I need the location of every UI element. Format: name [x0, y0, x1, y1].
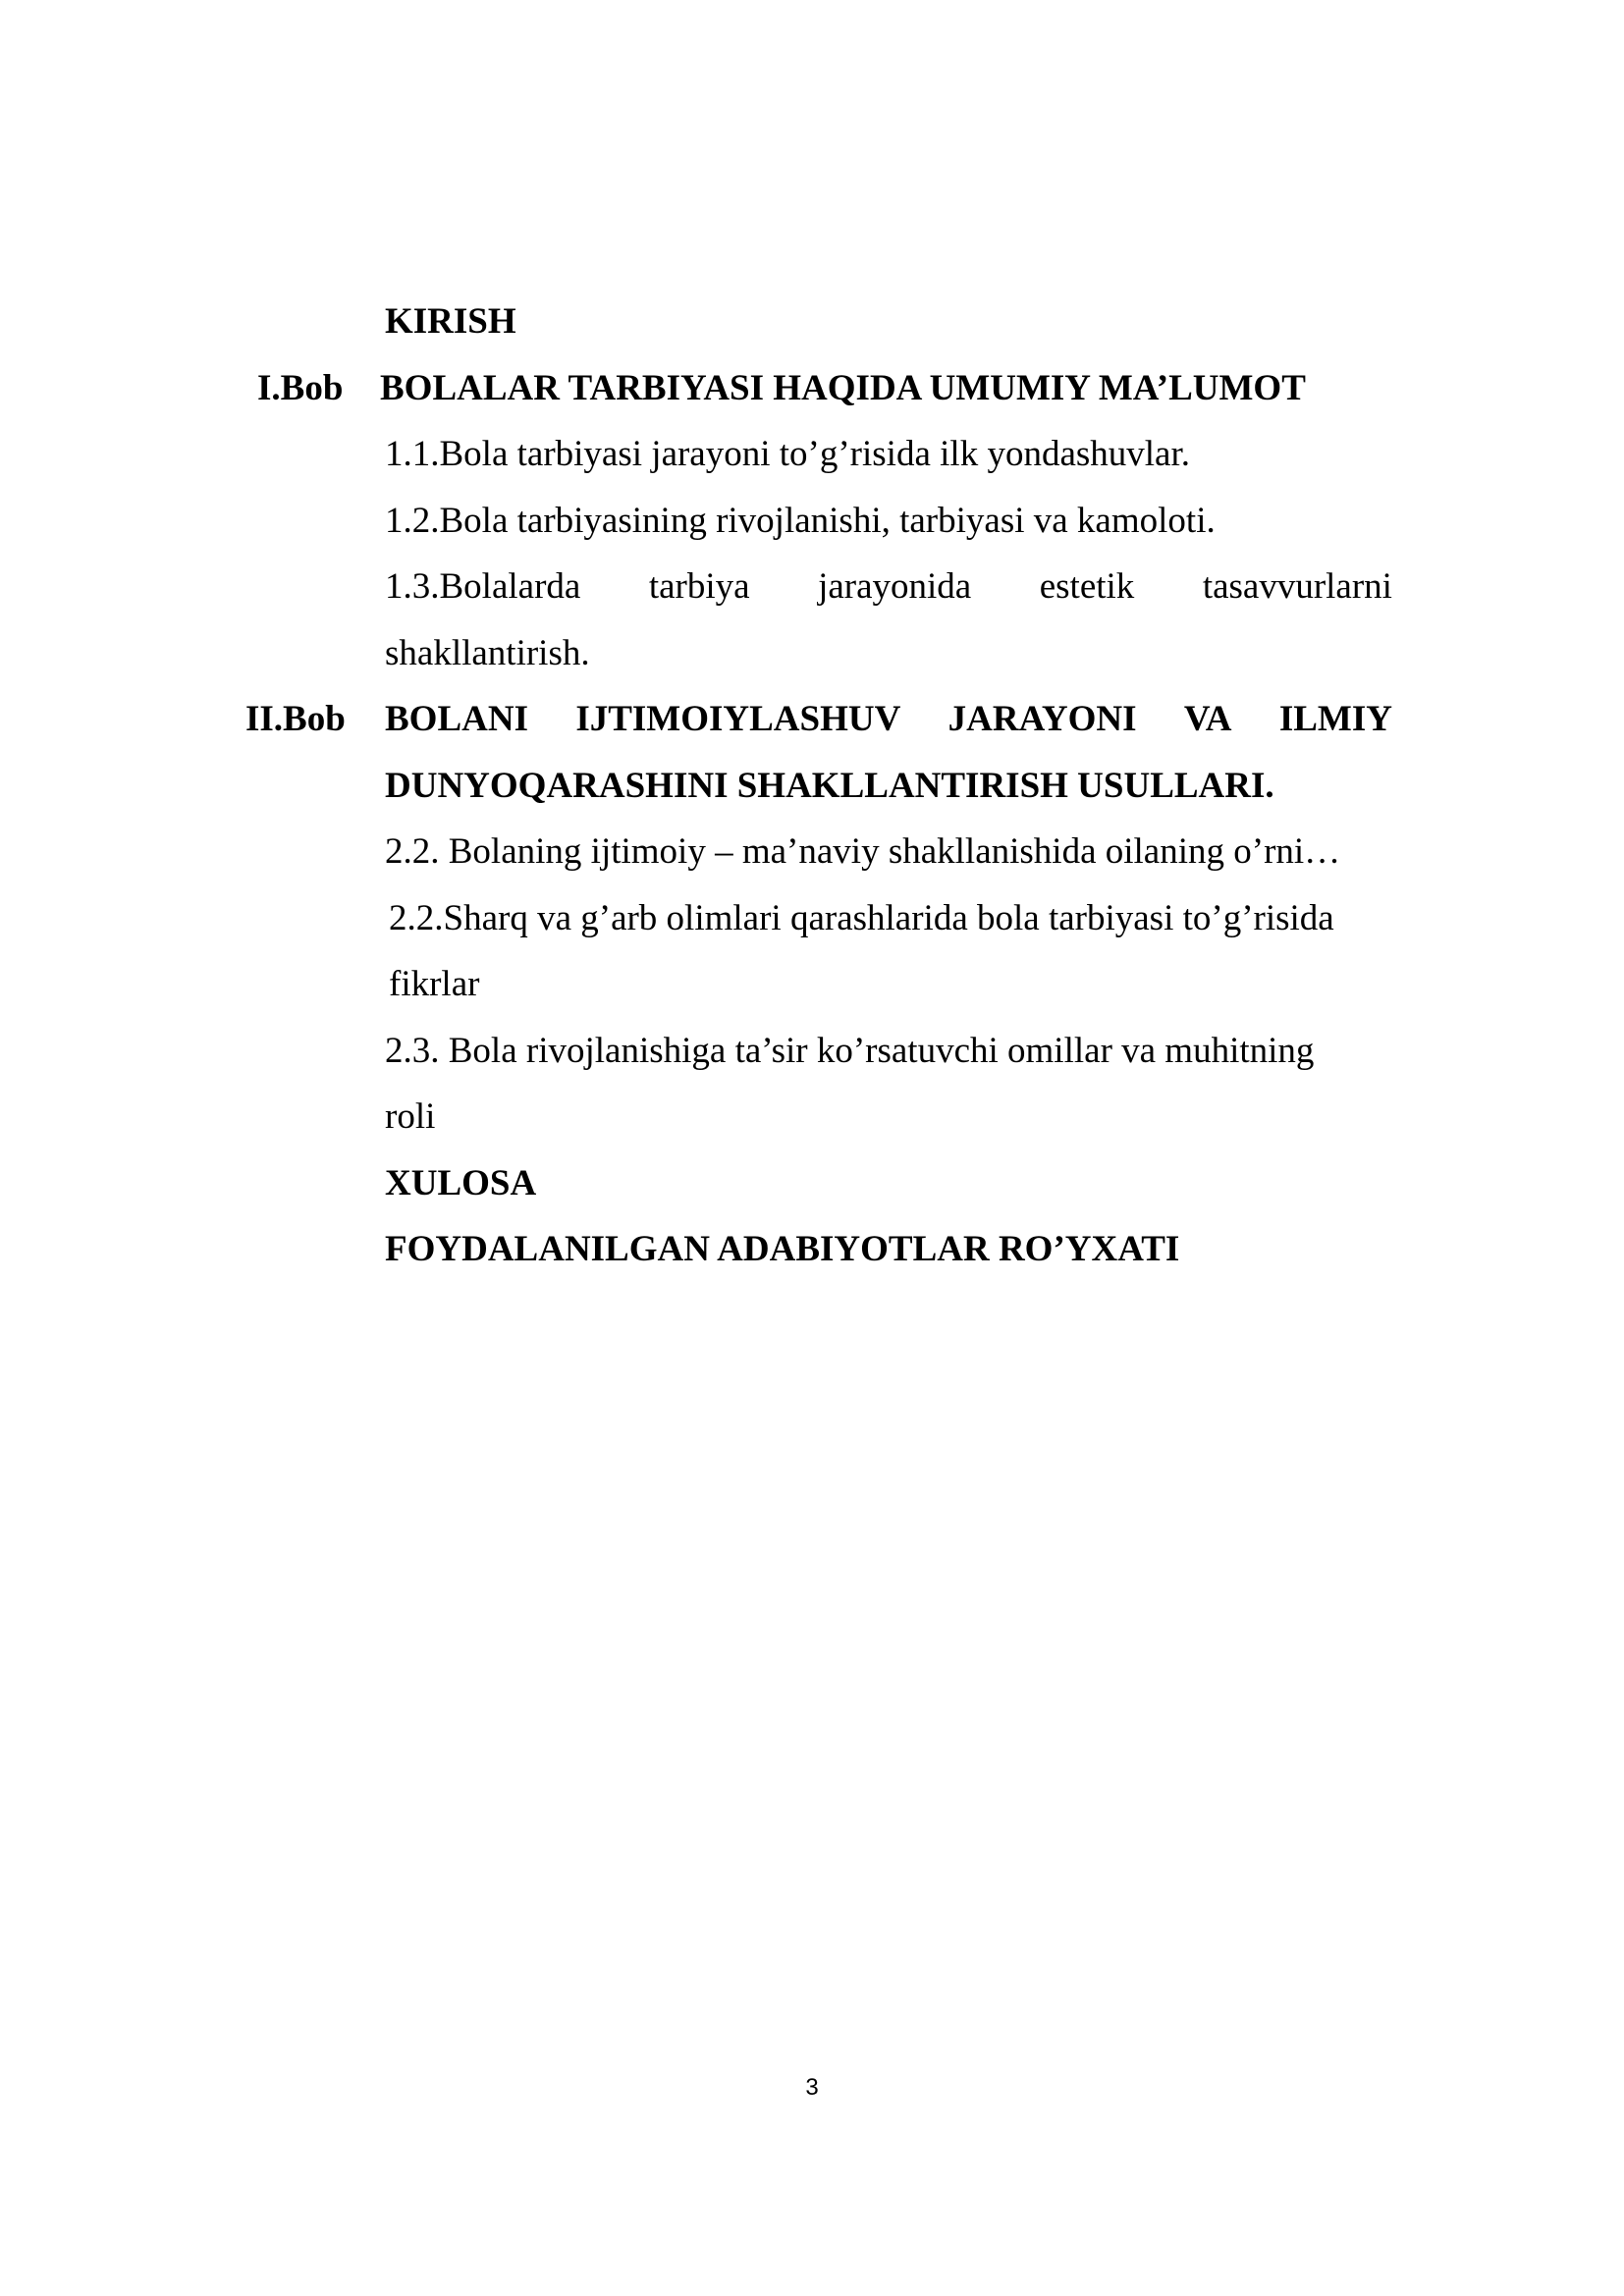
page-number: 3 — [805, 2074, 819, 2101]
chapter-2-title-word: BOLANI — [385, 699, 528, 739]
section-1-2: 1.2.Bola tarbiyasining rivojlanishi, tarbiyasi va kamoloti. — [385, 501, 1216, 541]
chapter-2-title — [385, 698, 1392, 741]
section-1-3-word: estetik — [1039, 566, 1135, 607]
section-1-3-word: tarbiya — [648, 566, 750, 607]
section-1-3-continuation: shakllantirish. — [385, 633, 590, 673]
chapter-1-title: BOLALAR TARBIYASI HAQIDA UMUMIY MA’LUMOT — [380, 368, 1306, 408]
chapter-2-label: II.Bob — [245, 699, 346, 739]
section-1-3-word: 1.3.Bolalarda — [385, 566, 581, 607]
section-1-3-word: tasavvurlarni — [1202, 566, 1392, 607]
chapter-2-title-word: JARAYONI — [947, 699, 1137, 739]
section-2-3-continuation: roli — [385, 1096, 436, 1137]
section-2-3: 2.3. Bola rivojlanishiga ta’sir ko’rsatuvchi omillar va muhitning — [385, 1031, 1315, 1071]
toc-conclusion: XULOSA — [385, 1163, 537, 1203]
chapter-2-title-word: ILMIY — [1278, 699, 1392, 739]
section-1-3-word: jarayonida — [818, 566, 972, 607]
chapter-1-label: I.Bob — [257, 368, 344, 408]
toc-introduction: KIRISH — [385, 301, 516, 342]
section-1-1: 1.1.Bola tarbiyasi jarayoni to’g’risida ilk yondashuvlar. — [385, 434, 1190, 474]
chapter-2-title-line-2: DUNYOQARASHINI SHAKLLANTIRISH USULLARI. — [385, 766, 1274, 806]
chapter-2-title-word: VA — [1183, 699, 1232, 739]
section-2-2: 2.2.Sharq va g’arb olimlari qarashlarida bola tarbiyasi to’g’risida — [389, 898, 1334, 938]
chapter-2-title-word: IJTIMOIYLASHUV — [575, 699, 901, 739]
section-2-1: 2.2. Bolaning ijtimoiy – ma’naviy shakllanishida oilaning o’rni… — [385, 831, 1341, 872]
toc-references: FOYDALANILGAN ADABIYOTLAR RO’YXATI — [385, 1229, 1180, 1269]
section-1-3 — [385, 565, 1392, 609]
section-2-2-continuation: fikrlar — [389, 964, 480, 1004]
